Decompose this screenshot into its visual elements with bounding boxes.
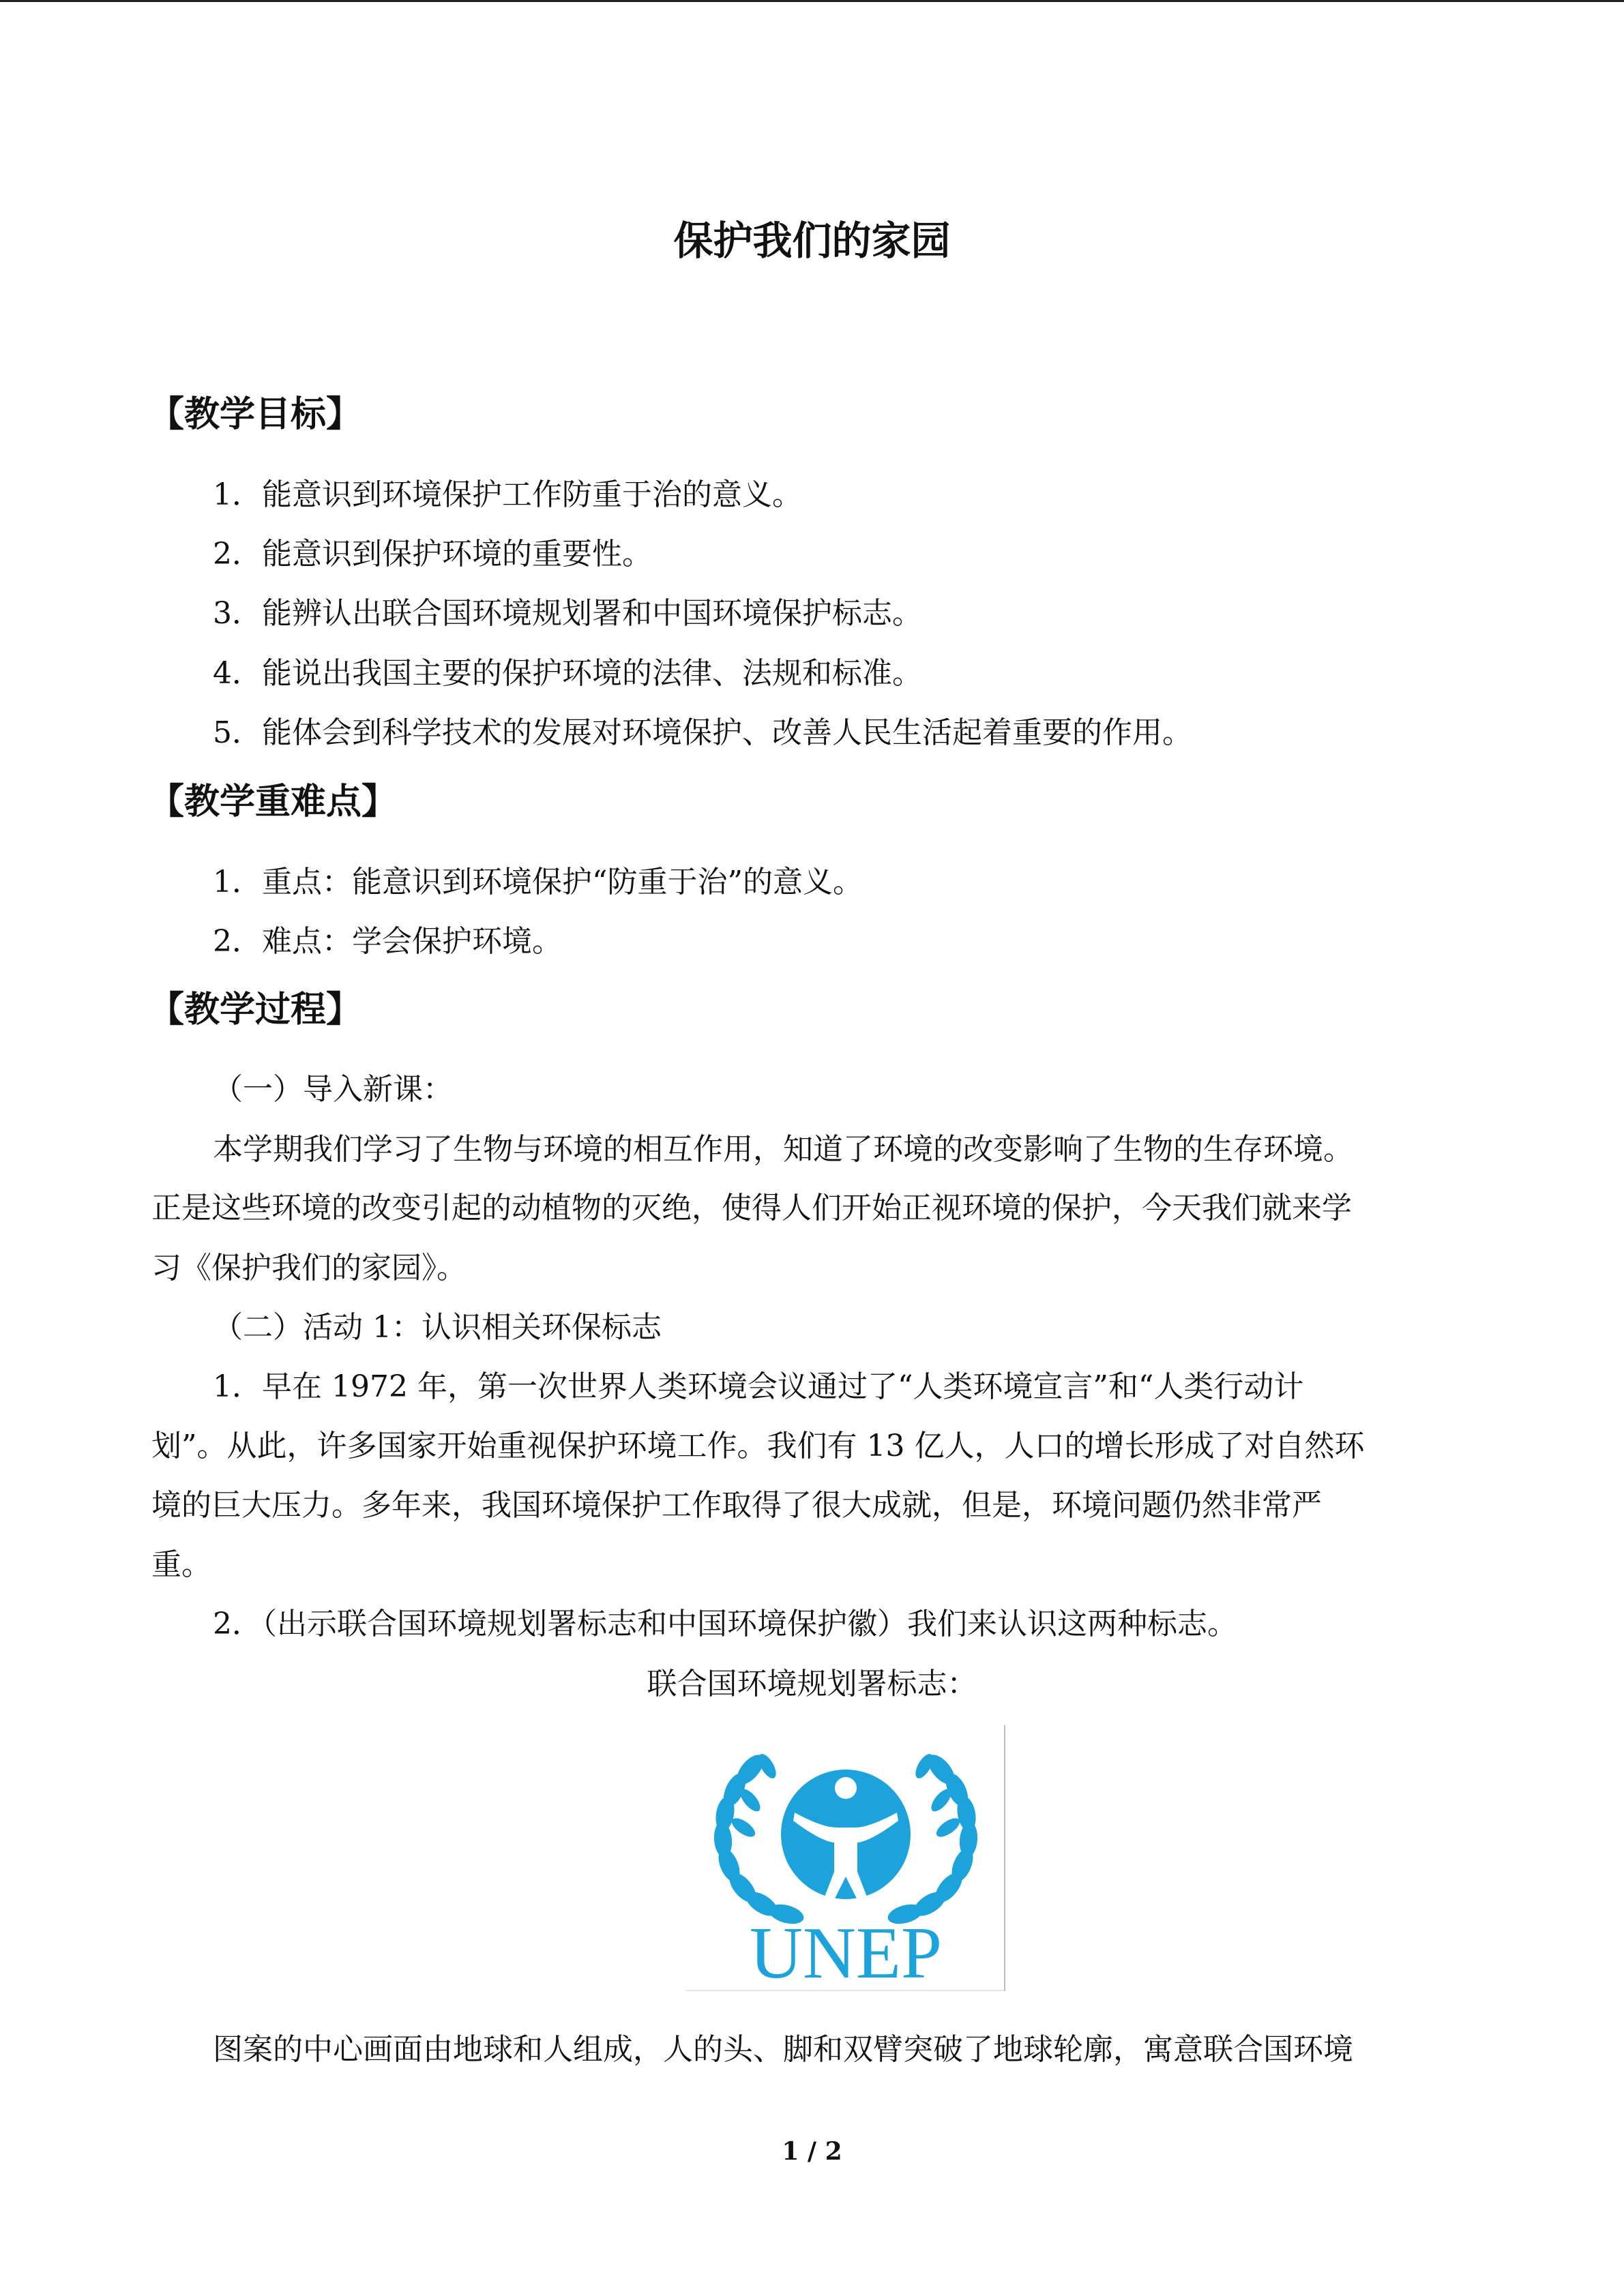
- goal-item: 4．能说出我国主要的保护环境的法律、法规和标准。: [213, 656, 922, 691]
- unep-logo: [685, 1725, 1006, 1991]
- keypoint-item: 2．难点：学会保护环境。: [213, 924, 562, 959]
- heading-key-points: 【教学重难点】: [149, 781, 398, 822]
- logo-description-line: 图案的中心画面由地球和人组成，人的头、脚和双臂突破了地球轮廓，寓意联合国环境: [213, 2032, 1353, 2067]
- goal-item: 3．能辨认出联合国环境规划署和中国环境保护标志。: [213, 596, 922, 631]
- logo-caption: 联合国环境规划署标志：: [647, 1667, 977, 1701]
- activity-label: （二）活动 1：认识相关环保标志: [213, 1310, 662, 1345]
- intro-paragraph-line: 习《保护我们的家园》。: [151, 1251, 467, 1285]
- page-title: 保护我们的家园: [673, 218, 951, 264]
- heading-teaching-process: 【教学过程】: [149, 989, 362, 1030]
- show-logos-line: 2．（出示联合国环境规划署标志和中国环境保护徽）我们来认识这两种标志。: [213, 1607, 1237, 1641]
- keypoint-item: 1．重点：能意识到环境保护“防重于治”的意义。: [213, 865, 863, 899]
- intro-paragraph-line: 本学期我们学习了生物与环境的相互作用，知道了环境的改变影响了生物的生存环境。: [213, 1132, 1353, 1167]
- intro-label: （一）导入新课：: [213, 1072, 453, 1107]
- top-border: [0, 0, 1624, 2]
- intro-paragraph-line: 正是这些环境的改变引起的动植物的灭绝，使得人们开始正视环境的保护，今天我们就来学: [151, 1191, 1352, 1225]
- activity-paragraph-line: 境的巨大压力。多年来，我国环境保护工作取得了很大成就，但是，环境问题仍然非常严: [151, 1488, 1322, 1523]
- heading-teaching-goals: 【教学目标】: [149, 394, 362, 435]
- globe-person-icon: [781, 1770, 911, 1905]
- activity-paragraph-line: 重。: [151, 1547, 211, 1582]
- goal-item: 5．能体会到科学技术的发展对环境保护、改善人民生活起着重要的作用。: [213, 715, 1192, 750]
- page-number: 1 / 2: [782, 2137, 842, 2166]
- goal-item: 1．能意识到环境保护工作防重于治的意义。: [213, 477, 802, 512]
- activity-paragraph-line: 1．早在 1972 年，第一次世界人类环境会议通过了“人类环境宣言”和“人类行动计: [213, 1369, 1304, 1404]
- activity-paragraph-line: 划”。从此，许多国家开始重视保护环境工作。我们有 13 亿人，人口的增长形成了对自然环: [151, 1429, 1365, 1463]
- goal-item: 2．能意识到保护环境的重要性。: [213, 537, 652, 571]
- logo-text: UNEP: [749, 1913, 943, 1991]
